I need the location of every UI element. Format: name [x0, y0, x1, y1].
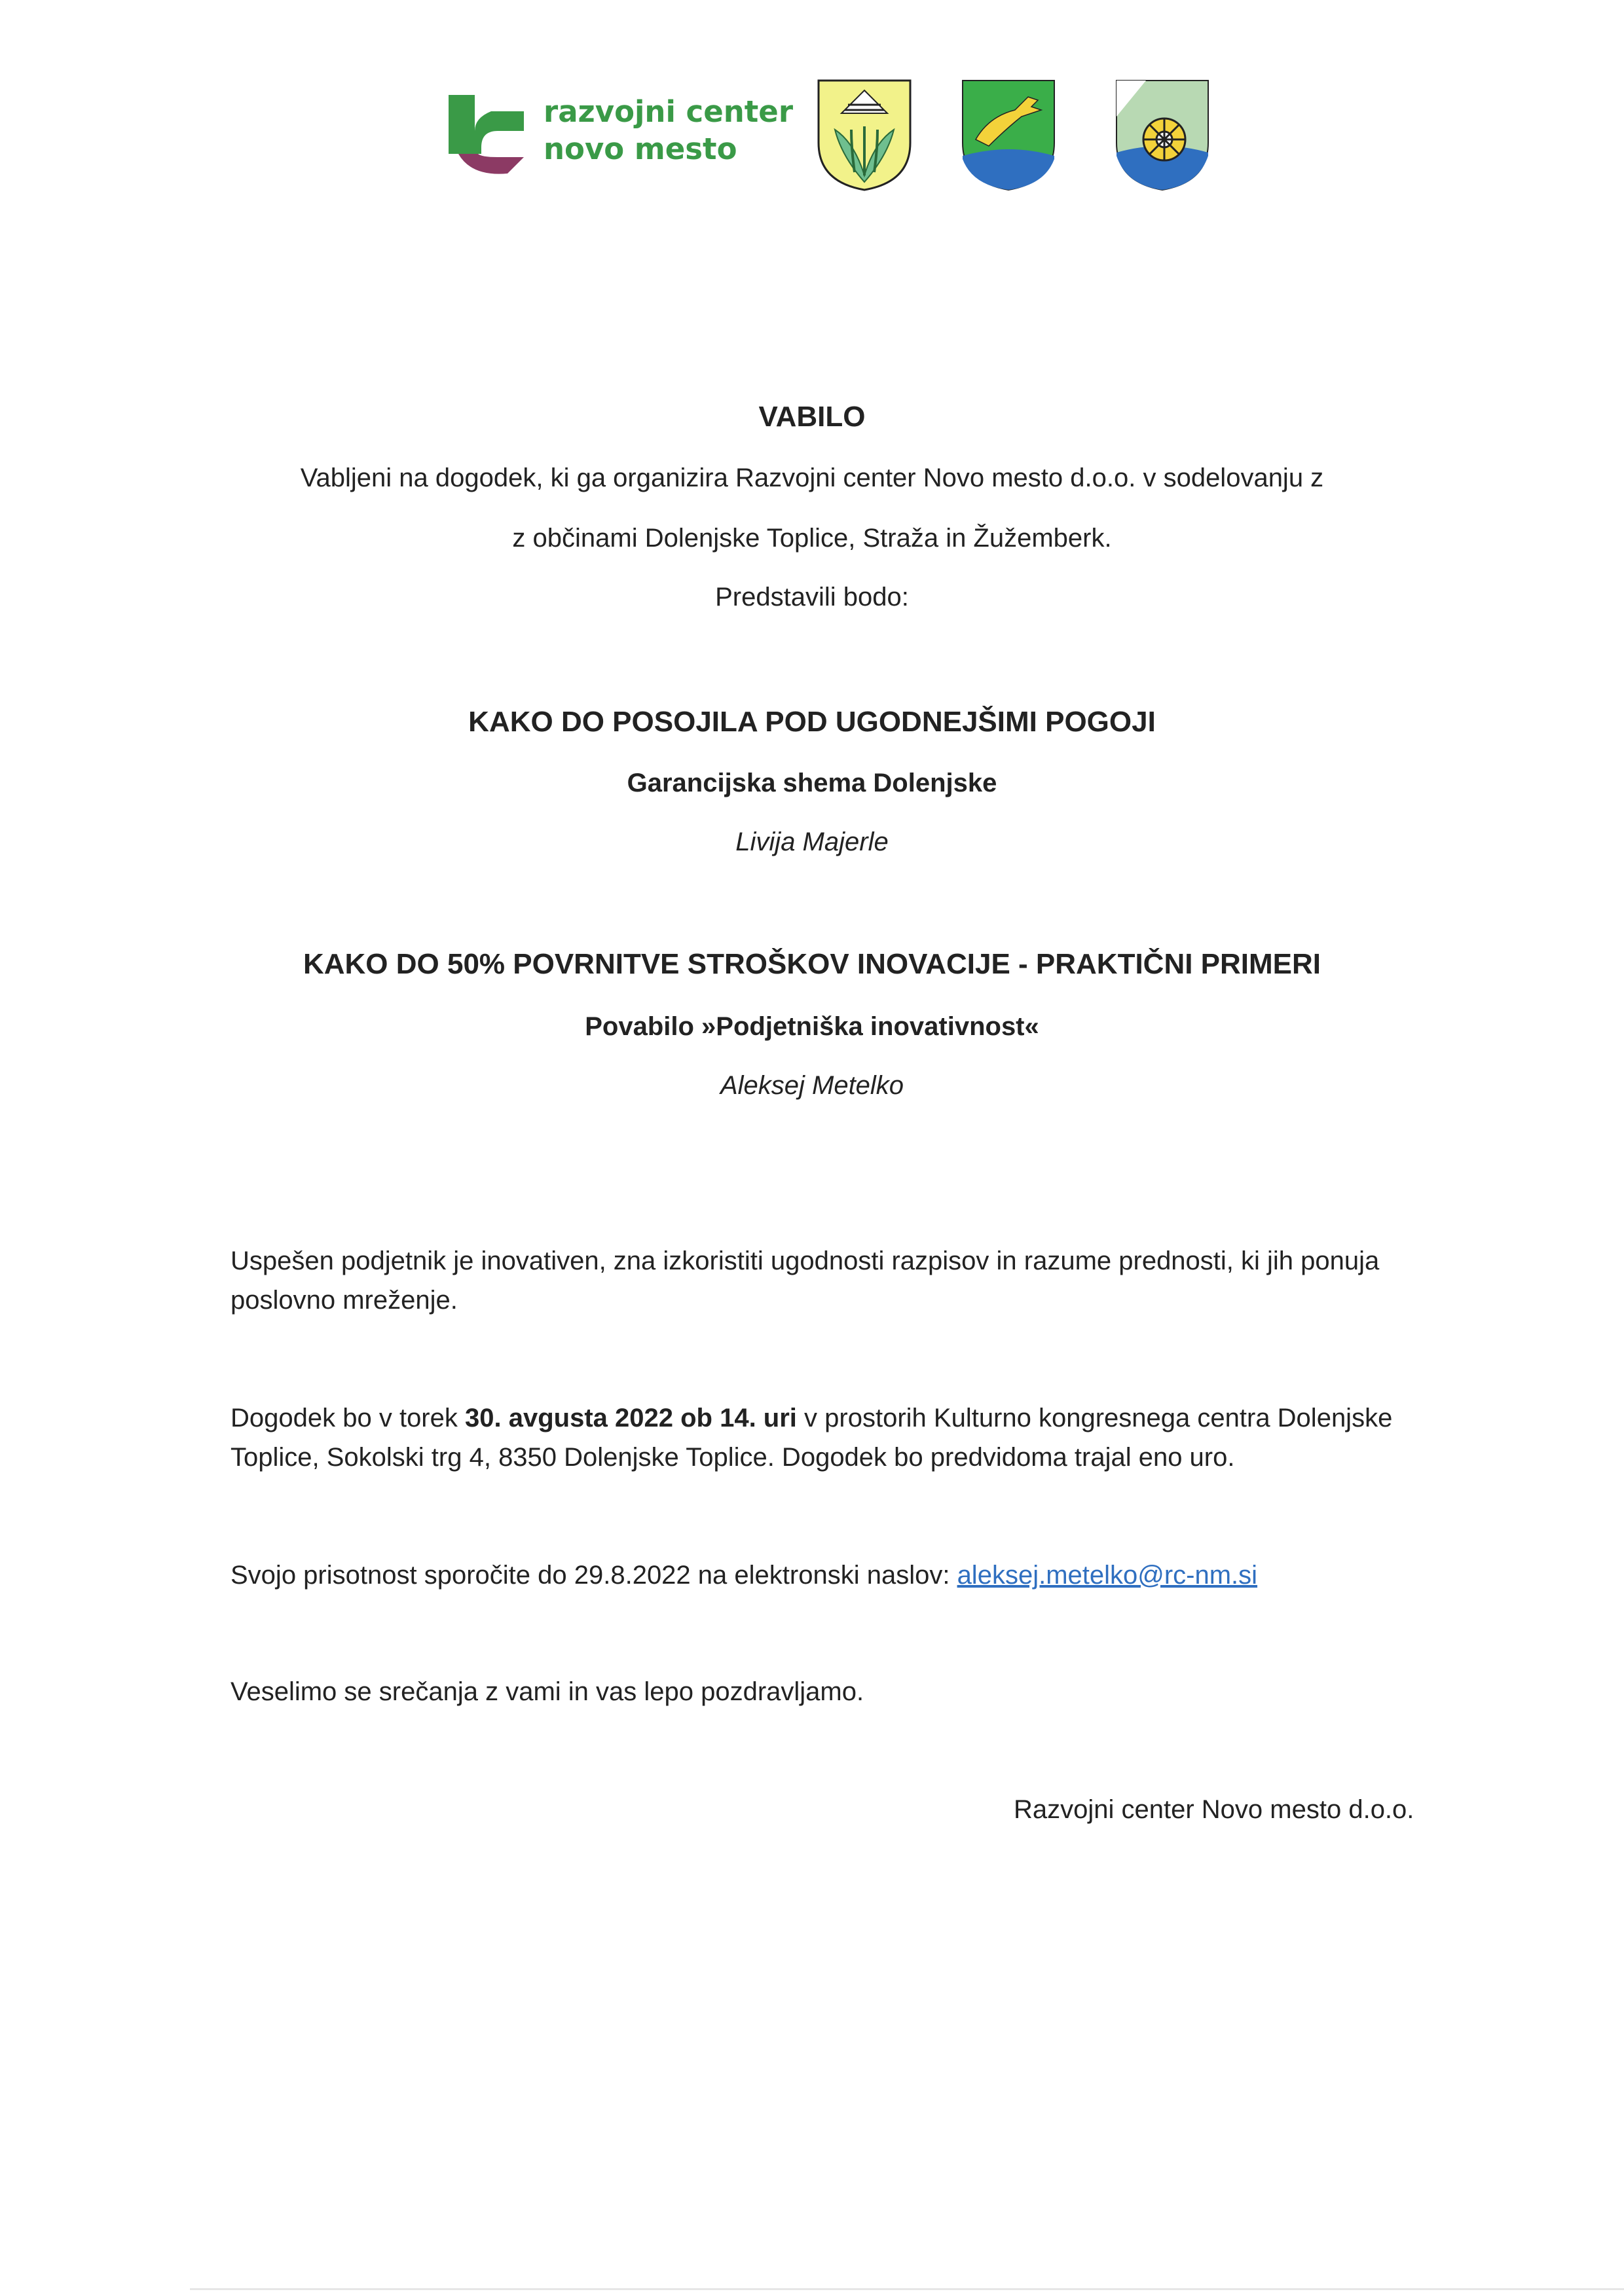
intro-line-1: Vabljeni na dogodek, ki ga organizira Razvojni center Novo mesto d.o.o. v sodelovanju z: [300, 464, 1324, 492]
intro-line-3: Predstavili bodo:: [715, 583, 909, 611]
intro-line-2: z občinami Dolenjske Toplice, Straža in Žužemberk.: [512, 524, 1112, 553]
paragraph-1-line-1: Uspešen podjetnik je inovativen, zna izkoristiti ugodnosti razpisov in razume prednosti, ki jih ponuja: [231, 1247, 1380, 1275]
event-date-time: 30. avgusta 2022 ob 14. uri: [465, 1404, 797, 1432]
topic-2-subheading: Povabilo »Podjetniška inovativnost«: [585, 1012, 1039, 1041]
dolenjske-toplice-crest: [815, 77, 913, 192]
zuzemberk-crest: [1113, 77, 1211, 192]
rsvp-line: [231, 1561, 1257, 1590]
logo-text-line1: razvojni center: [544, 94, 794, 129]
topic-1-speaker: Livija Majerle: [735, 828, 889, 856]
event-details-line-1: [231, 1404, 1392, 1433]
topic-1-subheading: Garancijska shema Dolenjske: [627, 769, 997, 797]
event-pre-text: Dogodek bo v torek: [231, 1404, 465, 1432]
rsvp-text: Svojo prisotnost sporočite do 29.8.2022 na elektronski naslov:: [231, 1561, 957, 1590]
straza-crest: [959, 77, 1058, 192]
topic-2-speaker: Aleksej Metelko: [720, 1071, 904, 1100]
event-post-text: v prostorih Kulturno kongresnega centra Dolenjske: [796, 1404, 1393, 1432]
event-details-line-2: Toplice, Sokolski trg 4, 8350 Dolenjske Toplice. Dogodek bo predvidoma trajal eno uro.: [231, 1443, 1235, 1472]
closing-text: Veselimo se srečanja z vami in vas lepo pozdravljamo.: [231, 1677, 864, 1706]
paragraph-1-line-2: poslovno mreženje.: [231, 1286, 458, 1315]
footer-divider: [190, 2288, 1624, 2290]
signature: Razvojni center Novo mesto d.o.o.: [1014, 1795, 1414, 1824]
rsvp-email-link[interactable]: aleksej.metelko@rc-nm.si: [957, 1561, 1258, 1590]
topic-1-heading: KAKO DO POSOJILA POD UGODNEJŠIMI POGOJI: [468, 706, 1156, 738]
logo-text-line2: novo mesto: [544, 132, 737, 166]
rc-logo: [445, 92, 527, 177]
invitation-title: VABILO: [758, 401, 866, 433]
topic-2-heading: KAKO DO 50% POVRNITVE STROŠKOV INOVACIJE - PRAKTIČNI PRIMERI: [303, 948, 1321, 980]
